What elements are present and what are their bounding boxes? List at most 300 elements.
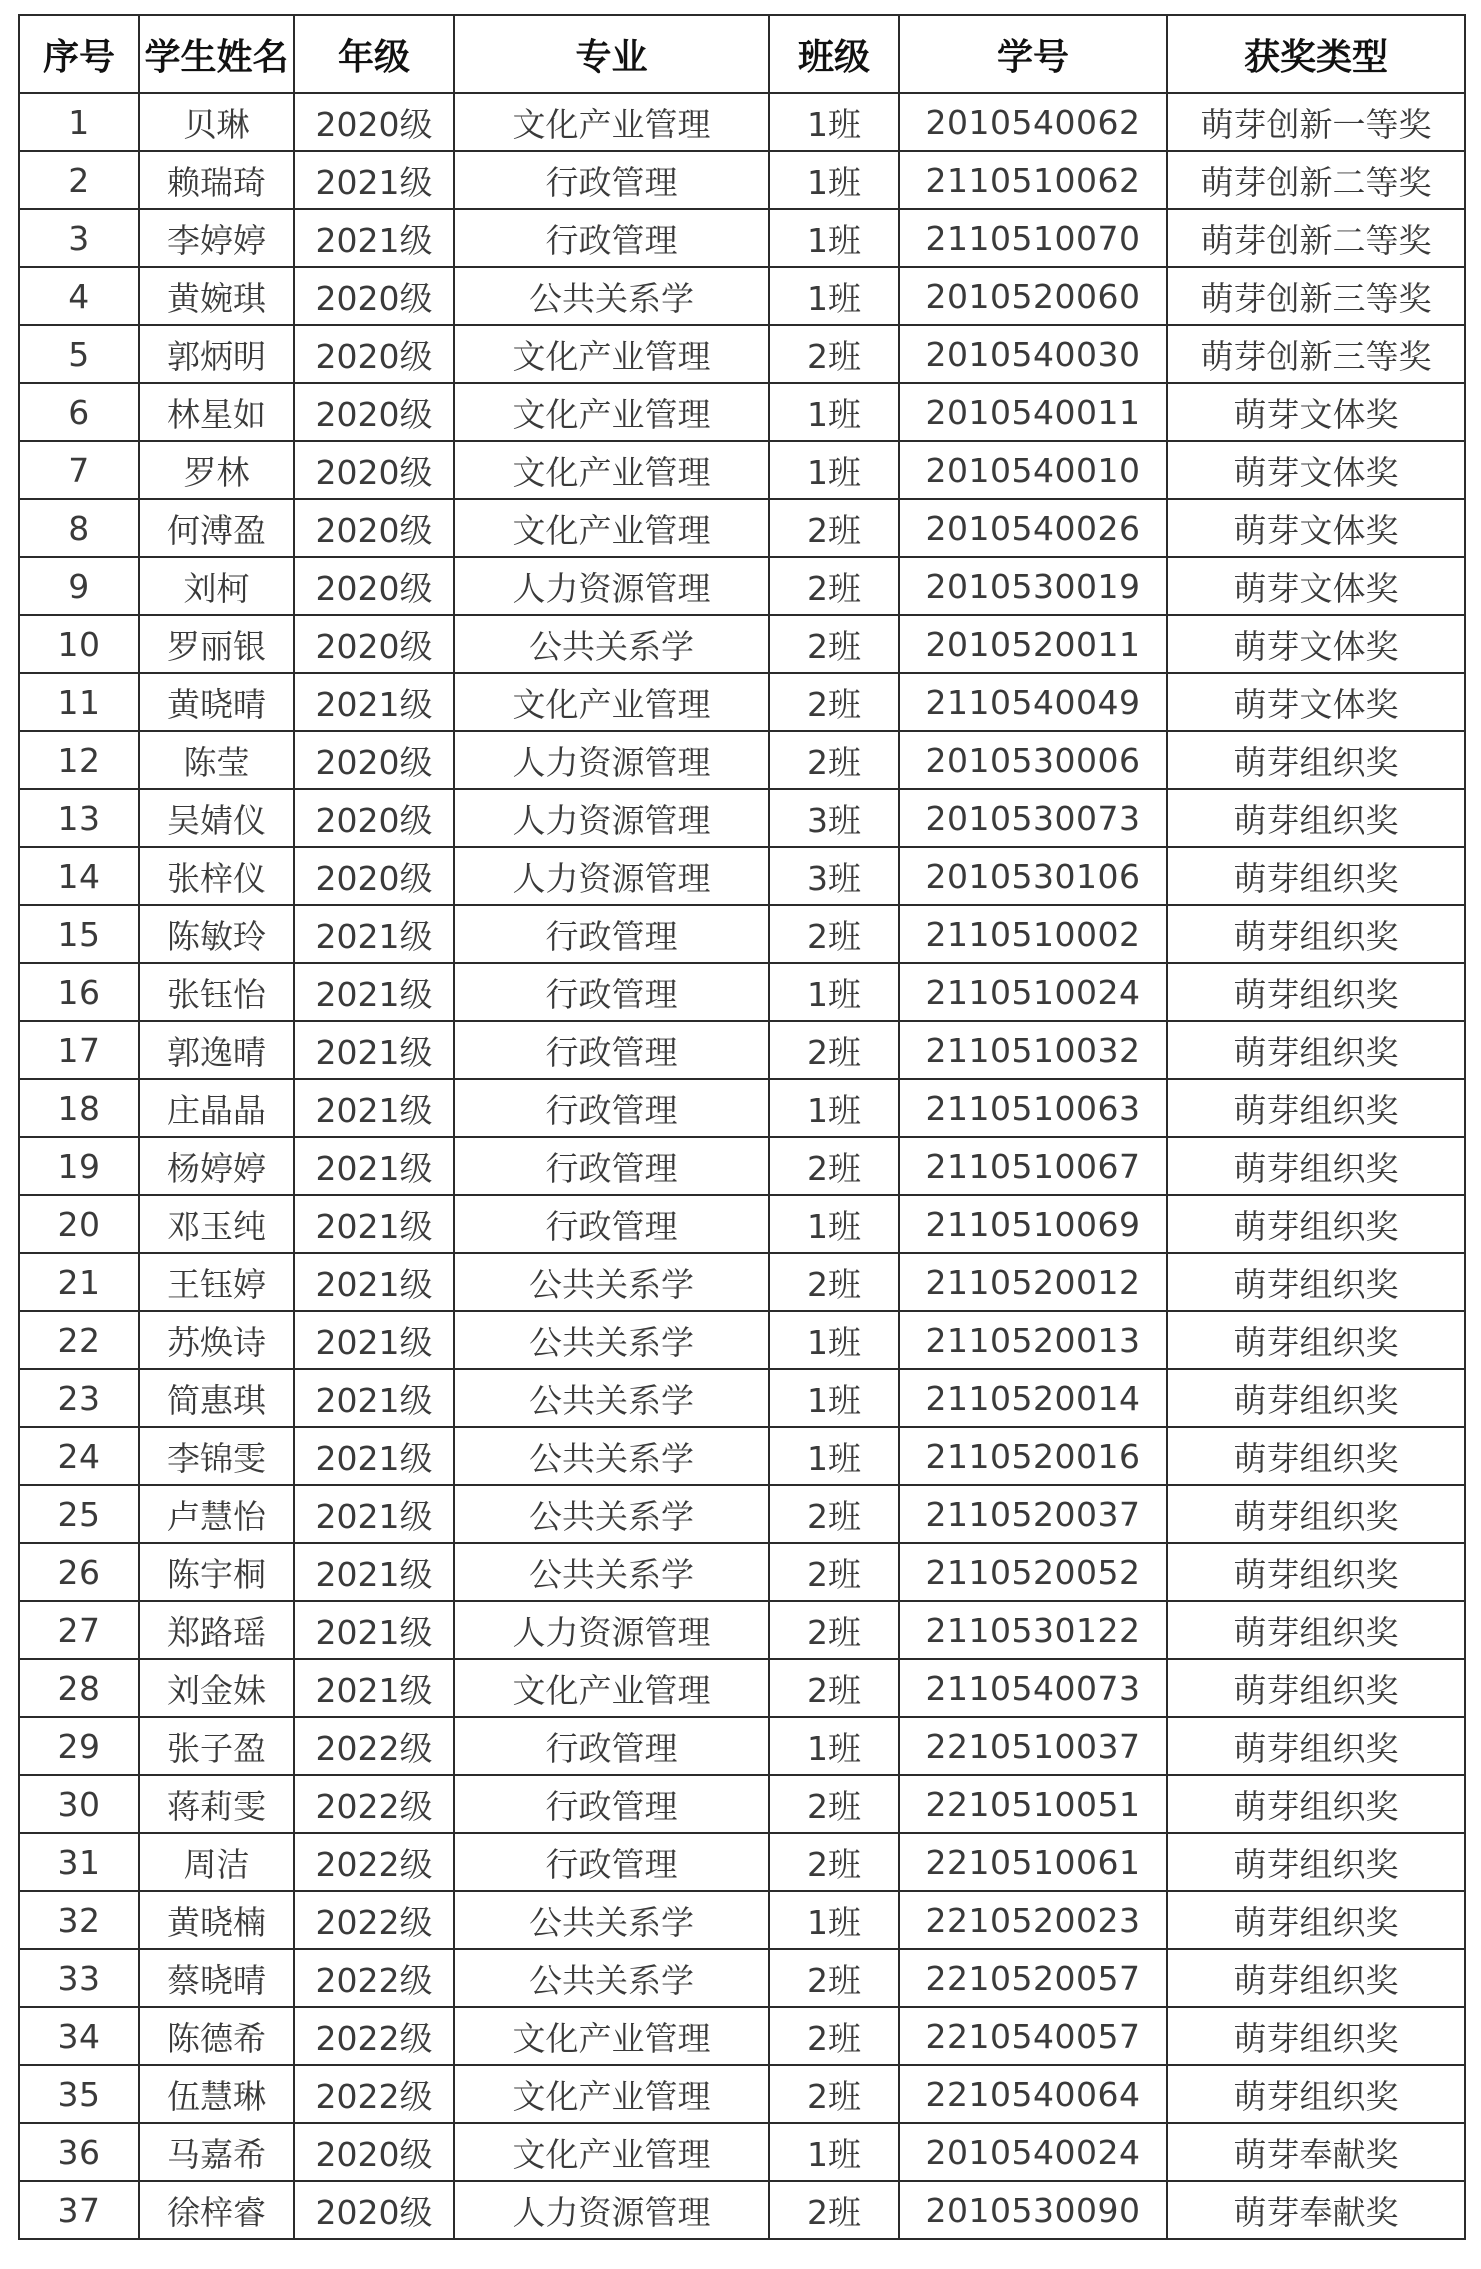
cell-grade: 2020级 [294,847,454,905]
cell-award-type: 萌芽组织奖 [1167,1543,1465,1601]
table-row [19,673,1465,731]
cell-major: 公共关系学 [454,1311,769,1369]
cell-student-id: 2010540030 [899,325,1167,383]
cell-grade: 2021级 [294,209,454,267]
cell-index: 24 [19,1427,139,1485]
cell-index: 16 [19,963,139,1021]
cell-award-type: 萌芽组织奖 [1167,731,1465,789]
cell-award-type: 萌芽创新二等奖 [1167,209,1465,267]
header-student-name: 学生姓名 [139,15,294,93]
header-major: 专业 [454,15,769,93]
cell-major: 文化产业管理 [454,93,769,151]
cell-index: 29 [19,1717,139,1775]
cell-student-id: 2210510037 [899,1717,1167,1775]
cell-award-type: 萌芽组织奖 [1167,1079,1465,1137]
cell-class: 2班 [769,2065,899,2123]
cell-major: 文化产业管理 [454,441,769,499]
table-body [19,93,1465,2239]
cell-student-name: 张钰怡 [139,963,294,1021]
cell-index: 12 [19,731,139,789]
cell-class: 2班 [769,1833,899,1891]
cell-class: 3班 [769,847,899,905]
cell-award-type: 萌芽组织奖 [1167,1601,1465,1659]
cell-major: 公共关系学 [454,615,769,673]
cell-student-name: 蒋莉雯 [139,1775,294,1833]
cell-class: 2班 [769,1021,899,1079]
cell-award-type: 萌芽创新一等奖 [1167,93,1465,151]
cell-student-name: 赖瑞琦 [139,151,294,209]
cell-grade: 2021级 [294,1601,454,1659]
cell-award-type: 萌芽组织奖 [1167,847,1465,905]
cell-major: 公共关系学 [454,1543,769,1601]
cell-student-id: 2210540064 [899,2065,1167,2123]
header-index: 序号 [19,15,139,93]
cell-grade: 2021级 [294,1021,454,1079]
cell-student-id: 2110540073 [899,1659,1167,1717]
cell-index: 22 [19,1311,139,1369]
cell-index: 13 [19,789,139,847]
cell-grade: 2020级 [294,441,454,499]
cell-award-type: 萌芽组织奖 [1167,1427,1465,1485]
cell-award-type: 萌芽组织奖 [1167,905,1465,963]
cell-award-type: 萌芽组织奖 [1167,1311,1465,1369]
cell-index: 30 [19,1775,139,1833]
table-row [19,1021,1465,1079]
cell-student-name: 林星如 [139,383,294,441]
table-row [19,2123,1465,2181]
cell-student-name: 黄婉琪 [139,267,294,325]
cell-class: 1班 [769,1311,899,1369]
cell-student-name: 何溥盈 [139,499,294,557]
cell-index: 10 [19,615,139,673]
cell-index: 3 [19,209,139,267]
cell-grade: 2021级 [294,1079,454,1137]
cell-index: 18 [19,1079,139,1137]
cell-student-id: 2010520011 [899,615,1167,673]
cell-grade: 2020级 [294,789,454,847]
cell-award-type: 萌芽文体奖 [1167,673,1465,731]
cell-class: 1班 [769,1427,899,1485]
cell-major: 文化产业管理 [454,2123,769,2181]
table-row [19,1253,1465,1311]
cell-grade: 2020级 [294,325,454,383]
cell-class: 2班 [769,1485,899,1543]
cell-student-id: 2210510051 [899,1775,1167,1833]
table-row [19,1833,1465,1891]
cell-major: 人力资源管理 [454,847,769,905]
cell-student-id: 2110510069 [899,1195,1167,1253]
cell-class: 2班 [769,499,899,557]
table-row [19,1195,1465,1253]
table-row [19,615,1465,673]
cell-award-type: 萌芽奉献奖 [1167,2123,1465,2181]
cell-class: 1班 [769,383,899,441]
cell-major: 公共关系学 [454,1485,769,1543]
cell-student-name: 卢慧怡 [139,1485,294,1543]
award-table-container [18,14,1464,2240]
cell-award-type: 萌芽组织奖 [1167,1021,1465,1079]
cell-student-name: 黄晓楠 [139,1891,294,1949]
cell-index: 33 [19,1949,139,2007]
cell-grade: 2021级 [294,1137,454,1195]
cell-index: 34 [19,2007,139,2065]
cell-index: 14 [19,847,139,905]
table-row [19,1485,1465,1543]
cell-student-name: 徐梓睿 [139,2181,294,2239]
table-row [19,2065,1465,2123]
header-class: 班级 [769,15,899,93]
cell-student-id: 2110520052 [899,1543,1167,1601]
cell-index: 19 [19,1137,139,1195]
cell-award-type: 萌芽组织奖 [1167,1891,1465,1949]
cell-grade: 2021级 [294,1427,454,1485]
cell-index: 23 [19,1369,139,1427]
table-row [19,731,1465,789]
table-row [19,1601,1465,1659]
cell-class: 1班 [769,963,899,1021]
cell-grade: 2021级 [294,673,454,731]
table-row [19,1079,1465,1137]
cell-award-type: 萌芽文体奖 [1167,441,1465,499]
cell-student-id: 2110510062 [899,151,1167,209]
cell-award-type: 萌芽创新三等奖 [1167,325,1465,383]
cell-major: 文化产业管理 [454,1659,769,1717]
cell-student-name: 陈德希 [139,2007,294,2065]
table-row [19,963,1465,1021]
cell-class: 2班 [769,615,899,673]
cell-award-type: 萌芽组织奖 [1167,1833,1465,1891]
cell-index: 31 [19,1833,139,1891]
table-row [19,2181,1465,2239]
cell-student-name: 陈莹 [139,731,294,789]
cell-class: 2班 [769,1601,899,1659]
cell-class: 2班 [769,1137,899,1195]
cell-student-id: 2010540011 [899,383,1167,441]
cell-grade: 2021级 [294,1311,454,1369]
cell-student-id: 2010530106 [899,847,1167,905]
cell-student-id: 2010530073 [899,789,1167,847]
cell-index: 27 [19,1601,139,1659]
header-award-type: 获奖类型 [1167,15,1465,93]
cell-grade: 2022级 [294,2007,454,2065]
cell-class: 1班 [769,93,899,151]
cell-student-name: 郑路瑶 [139,1601,294,1659]
cell-major: 文化产业管理 [454,2065,769,2123]
cell-grade: 2022级 [294,1891,454,1949]
cell-award-type: 萌芽文体奖 [1167,383,1465,441]
cell-student-name: 庄晶晶 [139,1079,294,1137]
cell-award-type: 萌芽组织奖 [1167,963,1465,1021]
cell-student-id: 2110510024 [899,963,1167,1021]
cell-class: 2班 [769,1543,899,1601]
cell-award-type: 萌芽组织奖 [1167,1369,1465,1427]
cell-index: 25 [19,1485,139,1543]
header-row [19,15,1465,93]
cell-student-id: 2110520014 [899,1369,1167,1427]
cell-award-type: 萌芽创新三等奖 [1167,267,1465,325]
cell-major: 行政管理 [454,1833,769,1891]
cell-student-name: 刘柯 [139,557,294,615]
cell-student-id: 2210540057 [899,2007,1167,2065]
table-row [19,325,1465,383]
cell-index: 21 [19,1253,139,1311]
cell-student-id: 2110510063 [899,1079,1167,1137]
cell-grade: 2022级 [294,1949,454,2007]
cell-major: 行政管理 [454,209,769,267]
cell-grade: 2020级 [294,499,454,557]
cell-major: 文化产业管理 [454,383,769,441]
cell-major: 人力资源管理 [454,2181,769,2239]
cell-student-id: 2110520012 [899,1253,1167,1311]
cell-major: 行政管理 [454,1137,769,1195]
cell-award-type: 萌芽组织奖 [1167,1659,1465,1717]
cell-student-name: 罗林 [139,441,294,499]
cell-award-type: 萌芽组织奖 [1167,1485,1465,1543]
cell-student-id: 2010540010 [899,441,1167,499]
cell-award-type: 萌芽组织奖 [1167,1949,1465,2007]
cell-grade: 2022级 [294,1775,454,1833]
cell-award-type: 萌芽奉献奖 [1167,2181,1465,2239]
cell-student-name: 张梓仪 [139,847,294,905]
cell-student-id: 2010540062 [899,93,1167,151]
cell-index: 15 [19,905,139,963]
cell-class: 2班 [769,1659,899,1717]
cell-major: 人力资源管理 [454,557,769,615]
table-row [19,847,1465,905]
cell-grade: 2020级 [294,731,454,789]
cell-class: 2班 [769,731,899,789]
cell-class: 2班 [769,2007,899,2065]
cell-student-name: 周洁 [139,1833,294,1891]
table-row [19,1717,1465,1775]
cell-student-id: 2110520037 [899,1485,1167,1543]
cell-class: 2班 [769,1253,899,1311]
cell-index: 20 [19,1195,139,1253]
cell-student-id: 2010540026 [899,499,1167,557]
cell-major: 行政管理 [454,905,769,963]
cell-major: 人力资源管理 [454,1601,769,1659]
cell-class: 3班 [769,789,899,847]
cell-award-type: 萌芽组织奖 [1167,1137,1465,1195]
cell-award-type: 萌芽组织奖 [1167,2065,1465,2123]
cell-major: 人力资源管理 [454,789,769,847]
cell-award-type: 萌芽组织奖 [1167,1195,1465,1253]
cell-grade: 2020级 [294,93,454,151]
cell-award-type: 萌芽组织奖 [1167,789,1465,847]
cell-student-name: 刘金妹 [139,1659,294,1717]
cell-student-id: 2110520013 [899,1311,1167,1369]
award-table [18,14,1466,2240]
cell-class: 1班 [769,1079,899,1137]
cell-student-name: 马嘉希 [139,2123,294,2181]
cell-grade: 2022级 [294,1833,454,1891]
cell-student-id: 2010540024 [899,2123,1167,2181]
cell-grade: 2020级 [294,615,454,673]
cell-class: 2班 [769,1949,899,2007]
cell-class: 1班 [769,209,899,267]
table-row [19,1311,1465,1369]
cell-grade: 2021级 [294,1543,454,1601]
cell-student-name: 李锦雯 [139,1427,294,1485]
cell-grade: 2021级 [294,1485,454,1543]
cell-major: 公共关系学 [454,1949,769,2007]
cell-student-id: 2210510061 [899,1833,1167,1891]
cell-major: 文化产业管理 [454,499,769,557]
cell-student-name: 邓玉纯 [139,1195,294,1253]
cell-class: 2班 [769,325,899,383]
cell-student-name: 罗丽银 [139,615,294,673]
table-row [19,151,1465,209]
cell-grade: 2021级 [294,905,454,963]
cell-grade: 2020级 [294,2123,454,2181]
table-row [19,93,1465,151]
cell-index: 1 [19,93,139,151]
table-row [19,1369,1465,1427]
cell-student-id: 2010530090 [899,2181,1167,2239]
cell-major: 行政管理 [454,151,769,209]
cell-index: 9 [19,557,139,615]
cell-index: 36 [19,2123,139,2181]
cell-student-id: 2110510067 [899,1137,1167,1195]
cell-grade: 2022级 [294,2065,454,2123]
cell-major: 行政管理 [454,1021,769,1079]
cell-index: 8 [19,499,139,557]
cell-class: 1班 [769,1369,899,1427]
cell-class: 1班 [769,1717,899,1775]
cell-award-type: 萌芽文体奖 [1167,615,1465,673]
cell-student-name: 蔡晓晴 [139,1949,294,2007]
cell-award-type: 萌芽组织奖 [1167,1775,1465,1833]
cell-student-name: 李婷婷 [139,209,294,267]
cell-grade: 2022级 [294,1717,454,1775]
cell-major: 文化产业管理 [454,673,769,731]
table-header [19,15,1465,93]
cell-student-name: 郭炳明 [139,325,294,383]
cell-student-name: 贝琳 [139,93,294,151]
cell-student-name: 郭逸晴 [139,1021,294,1079]
cell-index: 28 [19,1659,139,1717]
table-row [19,1137,1465,1195]
cell-major: 人力资源管理 [454,731,769,789]
table-row [19,1949,1465,2007]
cell-major: 行政管理 [454,1775,769,1833]
table-row [19,383,1465,441]
cell-major: 公共关系学 [454,1253,769,1311]
cell-student-name: 吴婧仪 [139,789,294,847]
cell-award-type: 萌芽组织奖 [1167,2007,1465,2065]
cell-grade: 2020级 [294,383,454,441]
cell-grade: 2020级 [294,2181,454,2239]
cell-student-id: 2110510070 [899,209,1167,267]
cell-award-type: 萌芽文体奖 [1167,557,1465,615]
cell-index: 35 [19,2065,139,2123]
cell-student-id: 2210520023 [899,1891,1167,1949]
cell-grade: 2020级 [294,557,454,615]
cell-student-id: 2010530006 [899,731,1167,789]
cell-index: 26 [19,1543,139,1601]
table-row [19,2007,1465,2065]
cell-index: 17 [19,1021,139,1079]
cell-grade: 2021级 [294,1659,454,1717]
table-row [19,499,1465,557]
cell-student-name: 陈敏玲 [139,905,294,963]
cell-student-name: 王钰婷 [139,1253,294,1311]
cell-major: 行政管理 [454,1195,769,1253]
cell-grade: 2021级 [294,1369,454,1427]
cell-award-type: 萌芽创新二等奖 [1167,151,1465,209]
cell-major: 文化产业管理 [454,2007,769,2065]
cell-student-name: 张子盈 [139,1717,294,1775]
cell-major: 公共关系学 [454,267,769,325]
cell-class: 2班 [769,557,899,615]
table-row [19,1543,1465,1601]
cell-major: 行政管理 [454,1717,769,1775]
cell-award-type: 萌芽组织奖 [1167,1253,1465,1311]
header-grade: 年级 [294,15,454,93]
cell-index: 5 [19,325,139,383]
cell-major: 公共关系学 [454,1369,769,1427]
cell-major: 公共关系学 [454,1891,769,1949]
cell-major: 公共关系学 [454,1427,769,1485]
cell-grade: 2021级 [294,151,454,209]
cell-index: 4 [19,267,139,325]
cell-class: 1班 [769,151,899,209]
cell-student-name: 陈宇桐 [139,1543,294,1601]
table-row [19,557,1465,615]
cell-class: 2班 [769,2181,899,2239]
cell-student-id: 2110510032 [899,1021,1167,1079]
cell-student-name: 简惠琪 [139,1369,294,1427]
cell-student-name: 杨婷婷 [139,1137,294,1195]
cell-grade: 2021级 [294,963,454,1021]
cell-class: 1班 [769,1891,899,1949]
cell-award-type: 萌芽组织奖 [1167,1717,1465,1775]
cell-award-type: 萌芽文体奖 [1167,499,1465,557]
cell-student-id: 2010520060 [899,267,1167,325]
cell-student-id: 2210520057 [899,1949,1167,2007]
cell-student-id: 2010530019 [899,557,1167,615]
cell-major: 文化产业管理 [454,325,769,383]
cell-student-name: 黄晓晴 [139,673,294,731]
cell-index: 2 [19,151,139,209]
cell-student-name: 伍慧琳 [139,2065,294,2123]
cell-major: 行政管理 [454,1079,769,1137]
cell-class: 2班 [769,673,899,731]
cell-class: 2班 [769,905,899,963]
cell-index: 37 [19,2181,139,2239]
header-student-id: 学号 [899,15,1167,93]
cell-index: 11 [19,673,139,731]
cell-grade: 2021级 [294,1195,454,1253]
cell-student-name: 苏焕诗 [139,1311,294,1369]
cell-index: 7 [19,441,139,499]
cell-student-id: 2110530122 [899,1601,1167,1659]
table-row [19,789,1465,847]
cell-major: 行政管理 [454,963,769,1021]
table-row [19,1427,1465,1485]
table-row [19,1659,1465,1717]
cell-class: 1班 [769,2123,899,2181]
cell-grade: 2020级 [294,267,454,325]
cell-student-id: 2110510002 [899,905,1167,963]
table-row [19,267,1465,325]
cell-class: 2班 [769,1775,899,1833]
cell-index: 32 [19,1891,139,1949]
table-row [19,905,1465,963]
cell-student-id: 2110540049 [899,673,1167,731]
cell-grade: 2021级 [294,1253,454,1311]
table-row [19,441,1465,499]
